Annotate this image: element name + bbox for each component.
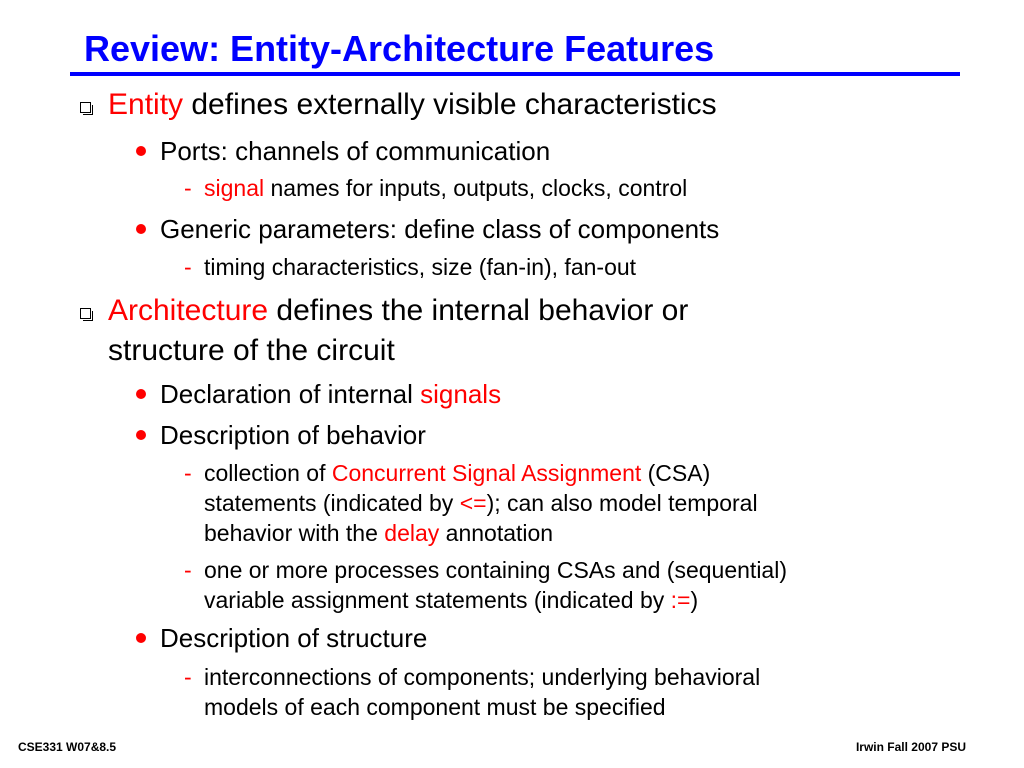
dot-bullet-icon: [136, 389, 146, 399]
highlighted-term: signals: [420, 379, 502, 409]
bullet-text-level-1: [108, 294, 688, 328]
text-run: ): [690, 587, 699, 613]
text-run: Ports: channels of communication: [160, 136, 551, 166]
text-run: defines the internal behavior or: [268, 294, 689, 327]
text-run: behavior with the: [204, 520, 385, 546]
highlighted-term: delay: [384, 520, 440, 546]
highlighted-term: Concurrent Signal Assignment: [331, 460, 642, 486]
text-run: collection of: [204, 460, 332, 486]
text-run: Description of behavior: [160, 420, 426, 450]
bullet-text-level-3: [204, 490, 758, 517]
title-underline: [70, 72, 960, 76]
highlighted-term: Architecture: [108, 294, 269, 327]
text-run: Declaration of internal: [160, 379, 421, 409]
dot-bullet-icon: [136, 146, 146, 156]
square-bullet-icon: [80, 308, 91, 319]
bullet-text-level-2: [160, 623, 427, 654]
dot-bullet-icon: [136, 430, 146, 440]
text-run: (CSA): [641, 460, 711, 486]
text-run: Description of structure: [160, 623, 428, 653]
bullet-text-level-1: [108, 88, 717, 122]
bullet-text-level-2: [160, 379, 501, 410]
bullet-text-level-3: [204, 460, 710, 487]
text-run: ); can also model temporal: [486, 490, 758, 516]
dot-bullet-icon: [136, 224, 146, 234]
bullet-text-level-3: [204, 587, 698, 614]
highlighted-term: signal: [204, 175, 265, 201]
text-run: timing characteristics, size (fan-in), fan-out: [204, 254, 637, 280]
bullet-text-level-3: [204, 664, 760, 691]
slide-title: Review: Entity-Architecture Features: [84, 28, 715, 69]
highlighted-term: <=: [459, 490, 487, 516]
text-run: models of each component must be specified: [204, 694, 666, 720]
highlighted-term: Entity: [108, 88, 184, 121]
text-run: statements (indicated by: [204, 490, 460, 516]
bullet-text-level-3: [204, 175, 687, 202]
bullet-text-level-2: [160, 214, 719, 245]
dash-bullet-icon: -: [184, 460, 192, 486]
bullet-text-level-3: [204, 557, 787, 584]
text-run: one or more processes containing CSAs and (sequential): [204, 557, 787, 583]
dash-bullet-icon: -: [184, 254, 192, 280]
bullet-text-level-2: [160, 136, 550, 167]
highlighted-term: :=: [670, 587, 691, 613]
bullet-text-level-3: [204, 694, 666, 721]
text-run: Generic parameters: define class of components: [160, 214, 720, 244]
square-bullet-icon: [80, 102, 91, 113]
text-run: annotation: [439, 520, 554, 546]
text-run: structure of the circuit: [108, 334, 395, 367]
bullet-text-level-3: [204, 520, 553, 547]
bullet-text-level-3: [204, 254, 636, 281]
dash-bullet-icon: -: [184, 664, 192, 690]
text-run: names for inputs, outputs, clocks, control: [264, 175, 688, 201]
dash-bullet-icon: -: [184, 557, 192, 583]
text-run: interconnections of components; underlying behavioral: [204, 664, 761, 690]
footer-credit: Irwin Fall 2007 PSU: [855, 740, 966, 754]
bullet-text-level-1: [108, 334, 395, 368]
text-run: defines externally visible characteristics: [183, 88, 717, 121]
text-run: variable assignment statements (indicated by: [204, 587, 671, 613]
dash-bullet-icon: -: [184, 175, 192, 201]
bullet-text-level-2: [160, 420, 426, 451]
dot-bullet-icon: [136, 633, 146, 643]
footer-course: CSE331 W07&8.5: [18, 740, 117, 754]
